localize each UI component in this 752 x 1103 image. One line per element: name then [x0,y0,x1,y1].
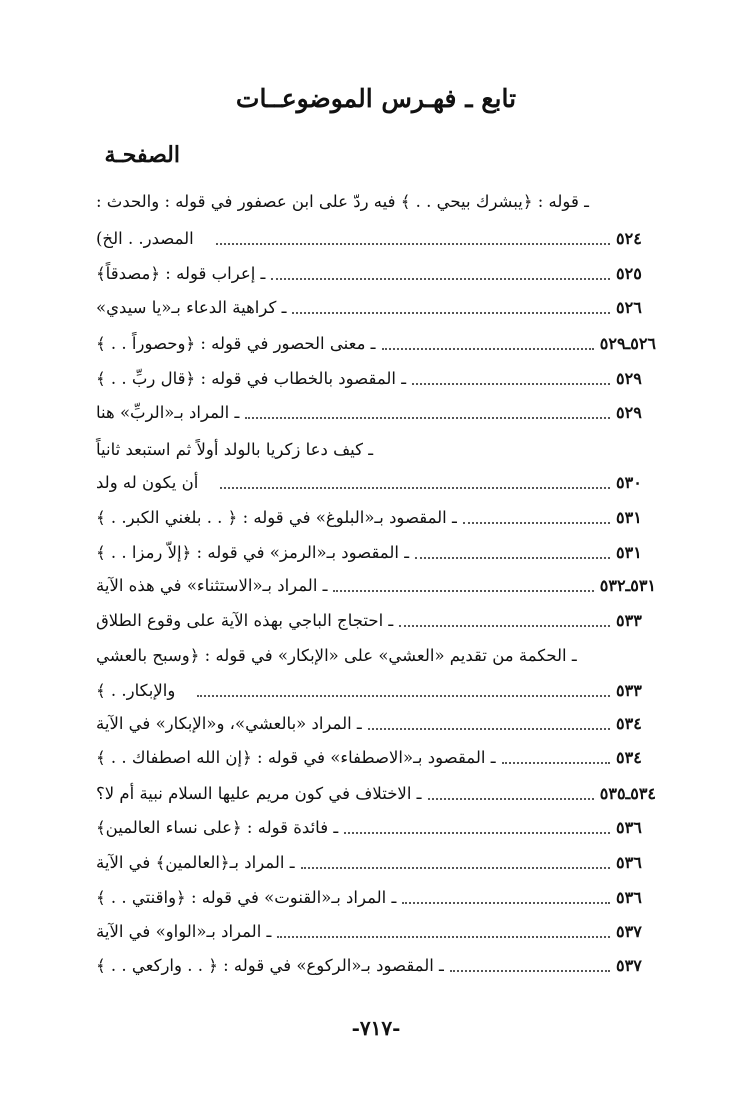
dot-leader [382,347,594,350]
toc-entry-text: والإبكار. . ﴾ [96,680,176,700]
toc-entry [96,570,656,600]
toc-entry [96,292,656,322]
toc-entry-text: ـ المقصود بـ«الرمز» في قوله : ﴿إلاّ رمزا . . ﴾ [96,542,410,562]
toc-entry [96,916,656,946]
toc-entry [96,258,656,288]
toc-entry-page: ٥٢٦ [616,297,642,317]
dot-leader [450,969,610,972]
toc-entry-text: ـ المقصود بـ«الركوع» في قوله : ﴿ . . واركعي . . ﴾ [96,955,444,975]
dot-leader [245,416,610,419]
toc-entry [96,502,656,532]
dot-leader [463,521,610,524]
toc-entry [96,186,656,216]
toc-entry-page: ٥٣٣ [616,610,642,630]
dot-leader [277,935,610,938]
toc-entry-page: ٥٣٤ [616,713,642,733]
toc-entry-page: ٥٢٩ [616,368,642,388]
toc-entry-text: ـ المراد بـ«القنوت» في قوله : ﴿واقنتي . . ﴾ [96,887,397,907]
toc-entry-page: ٥٣٦ [616,852,642,872]
dot-leader [344,831,610,834]
dot-leader [333,589,593,592]
toc-entry [96,537,656,567]
toc-entry-text: ـ المراد بـ«الربِّ» هنا [96,402,240,422]
toc-entry-text: ـ المراد «بالعشي»، و«الإبكار» في الآية [96,713,362,733]
toc-entry-page: ٥٢٤ [616,228,642,248]
toc-entry-text: ـ المقصود بـ«البلوغ» في قوله : ﴿ . . بلغني الكبر. . ﴾ [96,507,457,527]
toc-entry-text: ـ المقصود بـ«الاصطفاء» في قوله : ﴿إن الله اصطفاك . . ﴾ [96,747,496,767]
toc-entry-text: ـ الحكمة من تقديم «العشي» على «الإبكار» في قوله : ﴿وسبح بالعشي [96,645,577,665]
toc-entry [96,742,656,772]
dot-leader [292,311,610,314]
toc-entry [96,397,656,427]
toc-entry-text: ـ معنى الحصور في قوله : ﴿وحصوراً . . ﴾ [96,333,376,353]
toc-entry-page: ٥٣١ [616,507,642,527]
page-column-heading: الصفحـة [104,142,180,168]
toc-entry-text: أن يكون له ولد [96,472,199,492]
toc-entry-text: ـ كيف دعا زكريا بالولد أولاً ثم استبعد ثانياً [96,439,374,459]
toc-entry-text: ـ كراهية الدعاء بـ«يا سيدي» [96,297,287,317]
toc-entry-text: ـ فائدة قوله : ﴿على نساء العالمين﴾ [96,817,339,837]
toc-entry [96,847,656,877]
toc-entry [96,675,656,705]
toc-entry [96,363,656,393]
toc-entry [96,328,656,358]
toc-entry-page: ٥٣٤ـ٥٣٥ [599,783,656,803]
toc-entry-page: ٥٣٦ [616,817,642,837]
toc-entry-page: ٥٣١ـ٥٣٢ [599,575,656,595]
dot-leader [428,797,594,800]
toc-entry-page: ٥٢٩ [616,402,642,422]
toc-entry [96,812,656,842]
toc-entry-page: ٥٢٥ [616,263,642,283]
dot-leader [220,486,610,489]
toc-entry-page: ٥٢٦ـ٥٢٩ [599,333,656,353]
dot-leader [399,624,610,627]
toc-entry-text: المصدر. . الخ) [96,228,194,248]
dot-leader [502,761,610,764]
toc-entry-page: ٥٣٧ [616,955,642,975]
dot-leader [216,242,610,245]
toc-entry-text: ـ قوله : ﴿يبشرك بيحي . . ﴾ فيه ردّ على ابن عصفور في قوله : والحدث : [96,191,589,211]
toc-entry-text: ـ المراد بـ«الاستثناء» في هذه الآية [96,575,328,595]
toc-entry [96,640,656,670]
toc-entry [96,708,656,738]
toc-entry [96,882,656,912]
toc-entry [96,223,656,253]
dot-leader [402,901,610,904]
toc-entry-page: ٥٣٦ [616,887,642,907]
toc-entry-text: ـ المراد بـ﴿العالمين﴾ في الآية [96,852,295,872]
toc-entry-text: ـ المراد بـ«الواو» في الآية [96,921,272,941]
toc-entry-text: ـ المقصود بالخطاب في قوله : ﴿قال ربِّ . . ﴾ [96,368,407,388]
toc-entry [96,778,656,808]
dot-leader [412,382,610,385]
toc-entry [96,950,656,980]
toc-entry-text: ـ الاختلاف في كون مريم عليها السلام نبية أم لا؟ [96,783,422,803]
page-title: تابع ـ فهـرس الموضوعــات [235,84,517,113]
table-of-contents [96,0,656,1103]
dot-leader [415,556,610,559]
dot-leader [368,727,610,730]
toc-entry-text: ـ احتجاج الباجي بهذه الآية على وقوع الطلاق [96,610,394,630]
toc-entry-page: ٥٣٣ [616,680,642,700]
toc-entry-page: ٥٣٤ [616,747,642,767]
dot-leader [301,866,610,869]
toc-entry [96,434,656,464]
dot-leader [271,277,610,280]
page-number: -٧١٧- [351,1016,401,1040]
toc-entry-page: ٥٣١ [616,542,642,562]
toc-entry-page: ٥٣٧ [616,921,642,941]
toc-entry [96,605,656,635]
dot-leader [197,694,610,697]
toc-entry-text: ـ إعراب قوله : ﴿مصدقاً﴾ [96,263,266,283]
toc-entry-page: ٥٣٠ [616,472,642,492]
toc-entry [96,467,656,497]
